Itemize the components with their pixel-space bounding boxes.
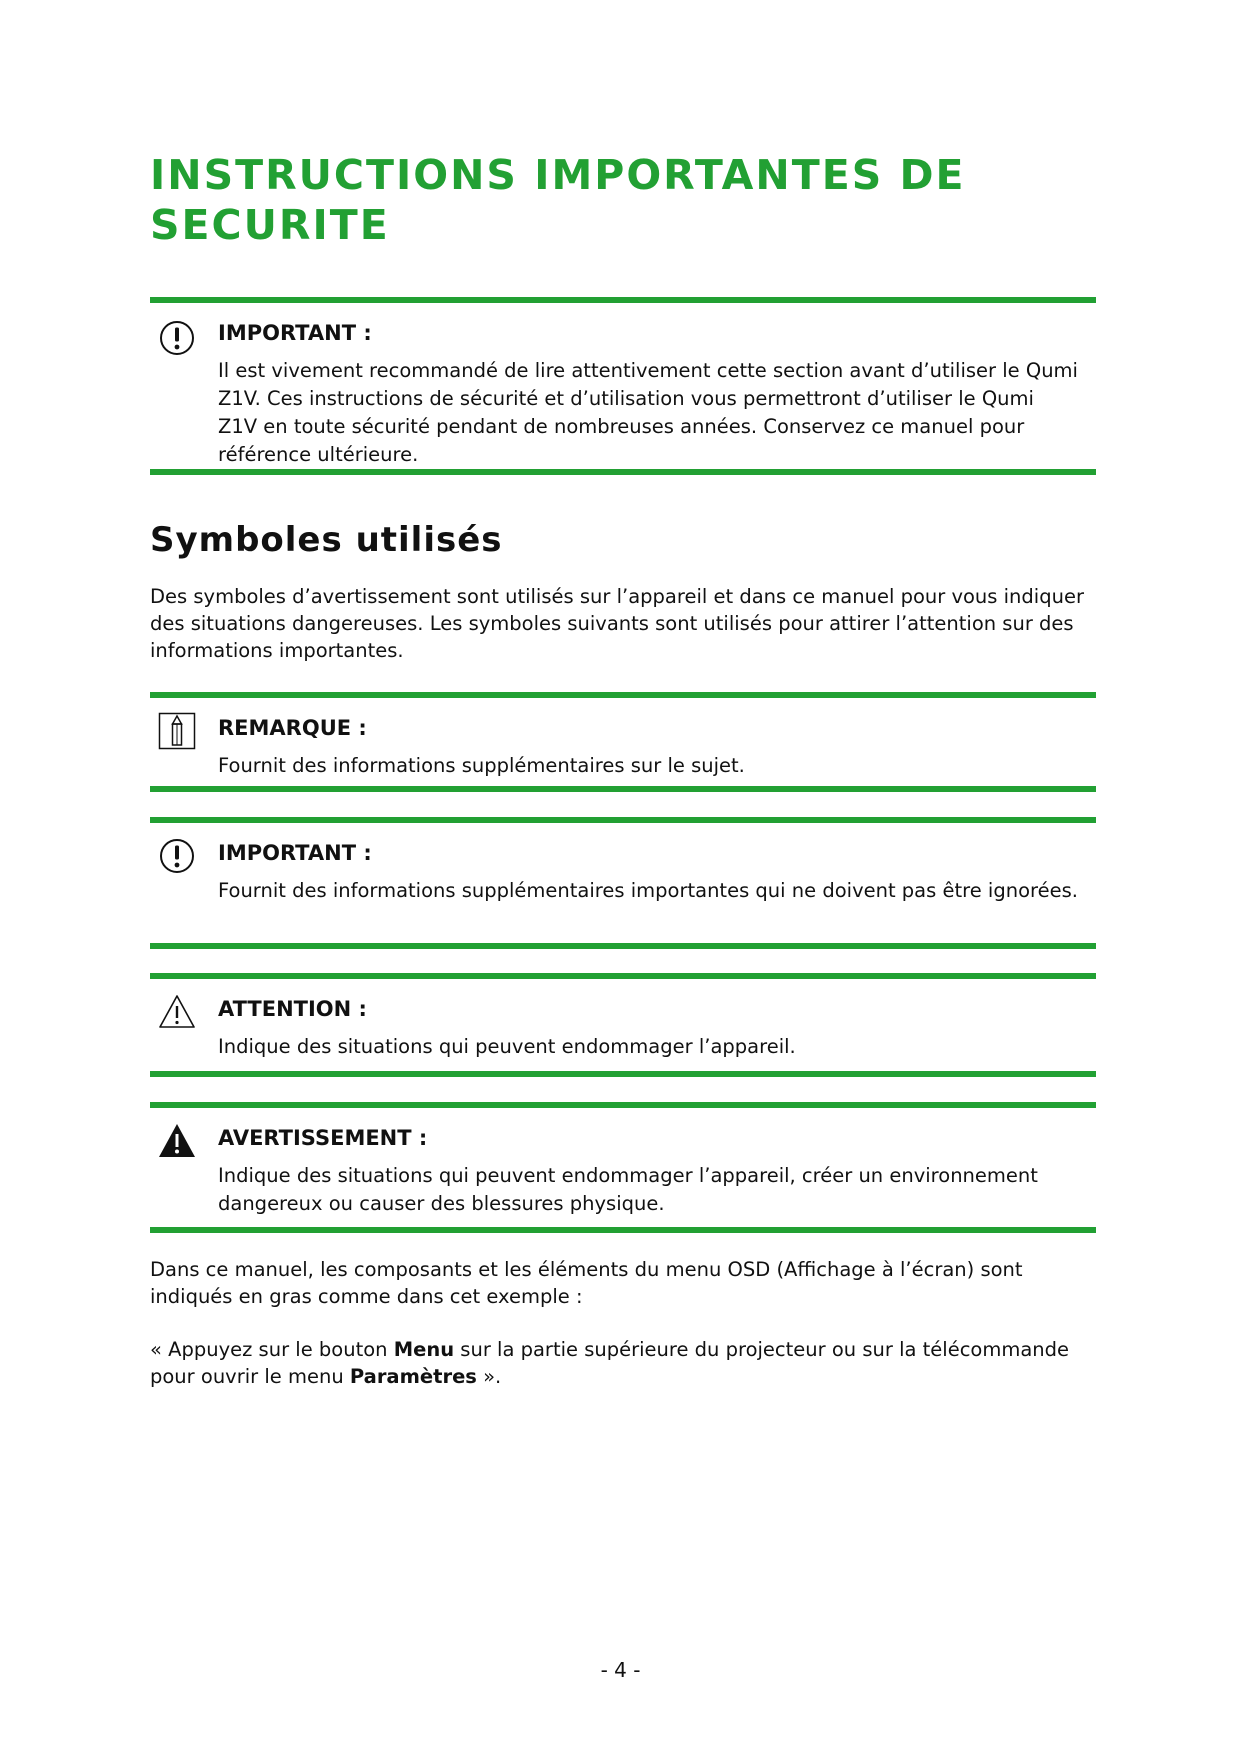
- intro-important-notice: [150, 297, 1096, 475]
- notice-label: IMPORTANT :: [218, 321, 372, 345]
- notice-label: IMPORTANT :: [218, 841, 372, 865]
- note-pencil-icon: [158, 712, 196, 750]
- important-notice: [150, 817, 1096, 949]
- warning-triangle-outline-icon: [158, 993, 196, 1031]
- symbols-intro-paragraph: Des symboles d’avertissement sont utilisés sur l’appareil et dans ce manuel pour vous indiquer des situations dangereuses. Les symboles suivants sont utilisés pour attirer l’attention sur des informations importantes.: [150, 585, 1084, 662]
- notice-text: Fournit des informations supplémentaires sur le sujet.: [218, 754, 745, 777]
- page-number: - 4 -: [600, 1658, 641, 1682]
- section-heading: Symboles utilisés: [150, 520, 503, 560]
- avertissement-notice: [150, 1102, 1096, 1233]
- exclamation-circle-icon: [158, 319, 196, 357]
- notice-text: Fournit des informations supplémentaires importantes qui ne doivent pas être ignorées.: [218, 879, 1078, 902]
- notice-label: ATTENTION :: [218, 997, 367, 1021]
- page-title: INSTRUCTIONS IMPORTANTES DE SECURITE: [150, 151, 966, 249]
- attention-notice: [150, 973, 1096, 1077]
- notice-text: Indique des situations qui peuvent endommager l’appareil, créer un environnement dangereux ou causer des blessures physique.: [218, 1164, 1038, 1215]
- notice-label: AVERTISSEMENT :: [218, 1126, 428, 1150]
- example-text: « Appuyez sur le bouton: [150, 1338, 394, 1361]
- notice-text: Il est vivement recommandé de lire attentivement cette section avant d’utiliser le Qumi Z1V. Ces instructions de sécurité et d’utilisation vous permettront d’utiliser le Qumi Z1V en toute sécurité pendant de nombreuses années. Conservez ce manuel pour référence ultérieure.: [218, 359, 1078, 466]
- warning-triangle-filled-icon: [158, 1122, 196, 1160]
- settings-menu-name: Paramètres: [349, 1365, 477, 1388]
- notice-label: REMARQUE :: [218, 716, 367, 740]
- exclamation-circle-icon: [158, 837, 196, 875]
- menu-button-name: Menu: [393, 1338, 455, 1361]
- example-text: sur la partie supérieure du projecteur ou sur la télécommande pour ouvrir le menu: [150, 1338, 1070, 1388]
- example-paragraph: [150, 1336, 1096, 1390]
- notice-text: Indique des situations qui peuvent endommager l’appareil.: [218, 1035, 796, 1058]
- osd-note-paragraph: Dans ce manuel, les composants et les éléments du menu OSD (Affichage à l’écran) sont indiqués en gras comme dans cet exemple :: [150, 1258, 1023, 1308]
- remarque-notice: [150, 692, 1096, 792]
- example-text: ».: [476, 1365, 502, 1388]
